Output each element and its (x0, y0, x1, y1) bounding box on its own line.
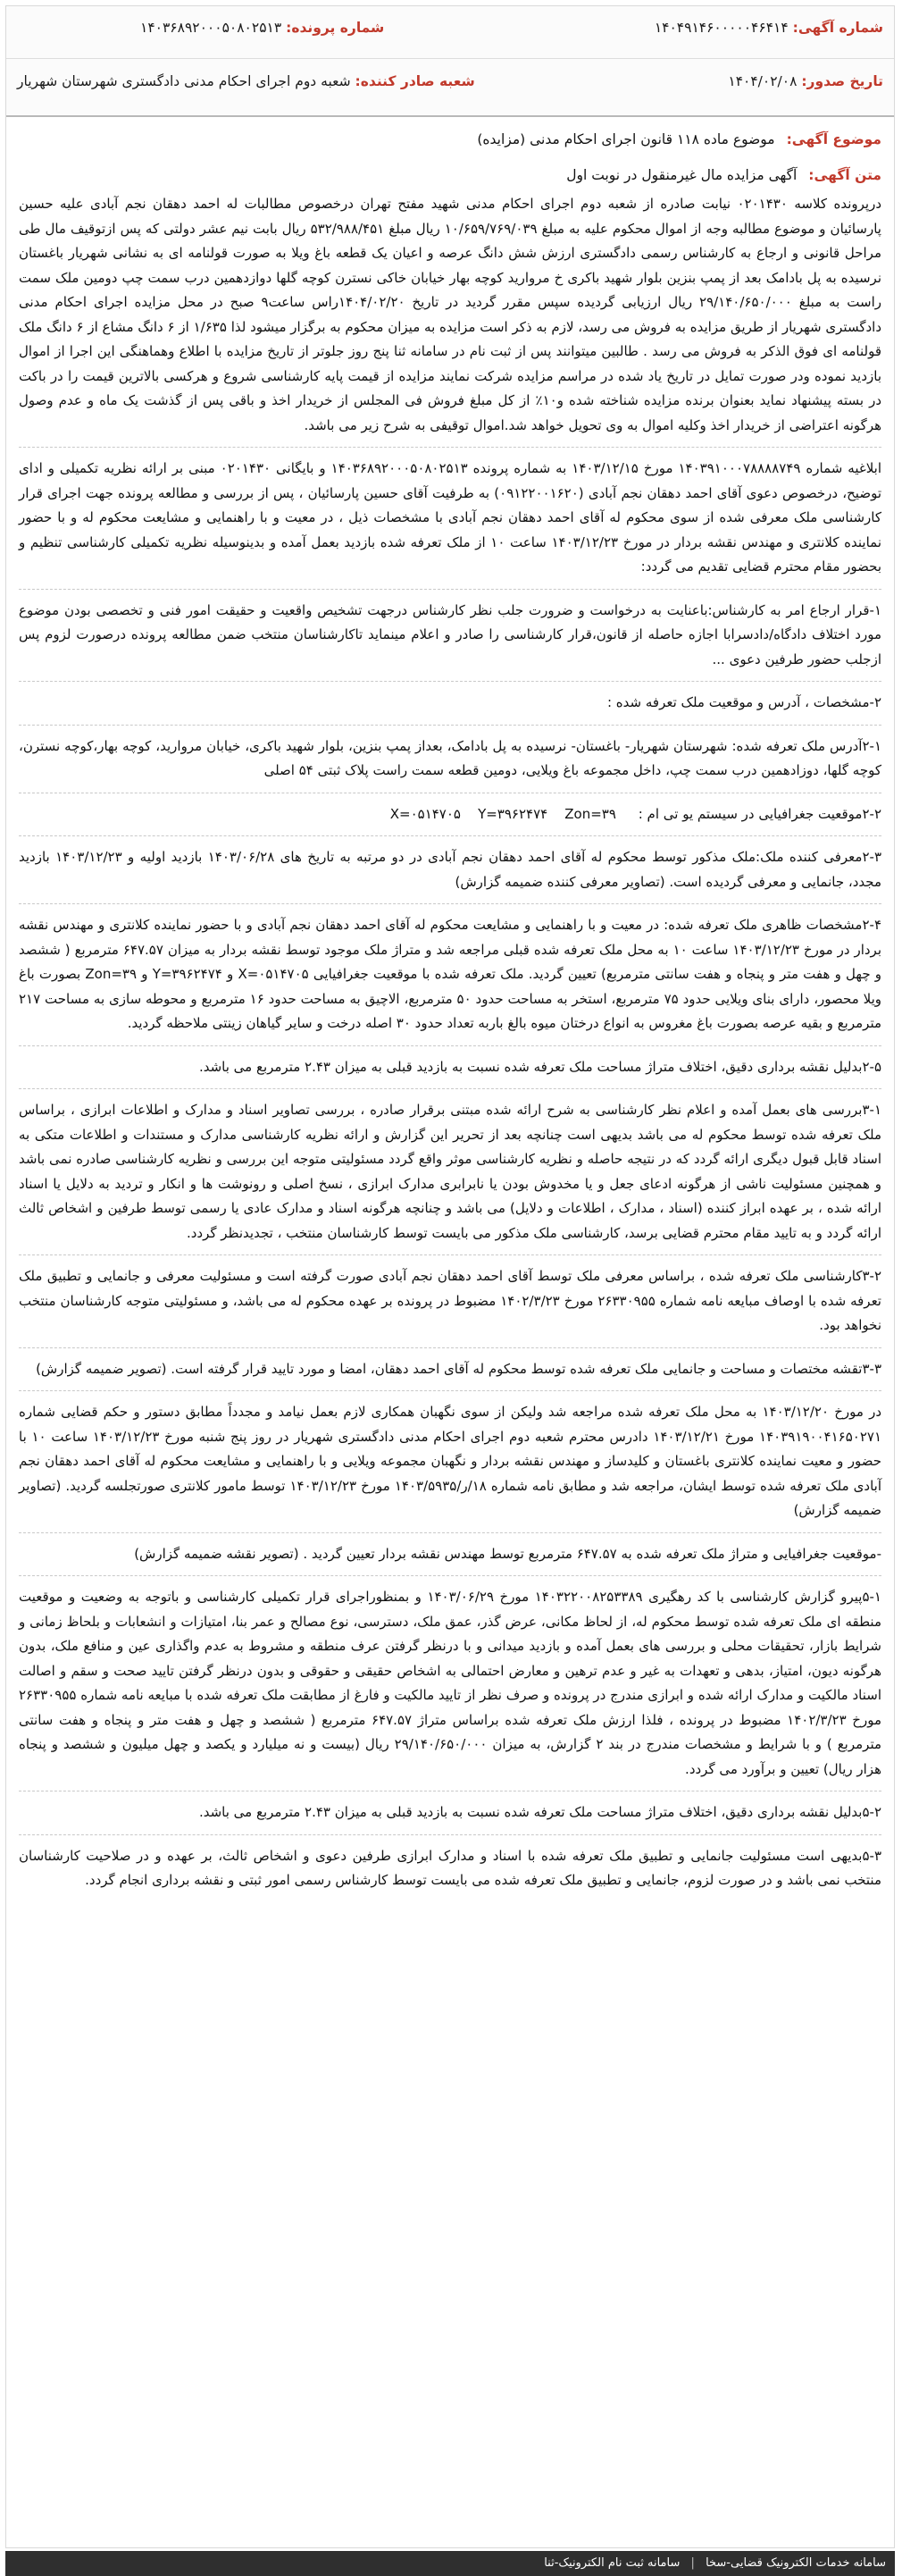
utm-zone: Zon=۳۹ (564, 805, 616, 822)
footer-link-sana[interactable]: سامانه ثبت نام الکترونیک-ثنا (544, 2556, 681, 2570)
paragraph-map: ۳-۳تقشه مختصات و مساحت و جانمایی ملک تعرفه شده توسط محکوم له آقای احمد دهقان، امضا و مورد تایید قرار گرفته است. (تصویر ضمیمه گزارش) (19, 1357, 881, 1392)
issue-date: تاریخ صدور: ۱۴۰۴/۰۲/۰۸ (728, 73, 883, 89)
paragraph-review: ۳-۱بررسی های بعمل آمده و اعلام نظر کارشناسی به شرح ارائه شده مبتنی برقرار صادره ، بررسی تصاویر اسناد و مدارک و اطلاعات ابرازی ، براساس ملک تعرفه شده توسط محکوم له می باشد بدیهی است چنانچه بعد از تحریر این گزارش و ارائه نظریه کارشناسی مدارک و مستندات و اطلاعات متکی به اسناد قابل قبول دیگری ارائه گردد که در نتیجه حاصله و نظریه کارشناسی موثر واقع گردد مسئولیتی متوجه این بررسی و نظریه کارشناسی صادره نمی باشد و همچنین مسئولیت ناشی از هرگونه ادعای جعل و یا مخدوش بودن یا نابرابری مدارک ابرازی ، نسخ اصلی و رونوشت ها و انکار و تردید به دلایل یا اسناد ارائه شده ، بر عهده ابراز کننده (اسناد ، مدارک ، اطلاعات و دلایل) می باشد و چنانچه هرگونه اسناد و مدارک عادی یا رسمی توسط طرفین و اشخاص ثالث ارائه گردد و به تایید مقام محترم قضایی برسد، کارشناسی ملک مذکور می بایست توسط کارشناسان منتخب ، تجدیدنظر گردد. (19, 1098, 881, 1255)
paragraph-property-address: ۲-۱آدرس ملک تعرفه شده: شهرستان شهریار- باغستان- نرسیده به پل بادامک، بعداز پمپ بنزین، بلوار شهید باکری، خیابان مروارید، کوچه بهار،کوچه نسترن، کوچه گلها، دوزادهمین درب سمت چپ، داخل مجموعه باغ ویلایی، دومین قطعه سمت راست پلاک ثبتی ۵۴ اصلی (19, 734, 881, 793)
notice-number: شماره آگهی: ۱۴۰۴۹۱۴۶۰۰۰۰۰۴۶۴۱۴ (654, 20, 883, 36)
notice-header (6, 6, 894, 117)
footer-bar: سامانه خدمات الکترونیک قضایی-سخا | سامانه ثبت نام الکترونیک-ثنا (5, 2551, 895, 2576)
utm-y: Y=۳۹۶۲۴۷۴ (478, 805, 548, 822)
notice-subject: موضوع آگهی: موضوع ماده ۱۱۸ قانون اجرای احکام مدنی (مزایده) (477, 131, 881, 147)
paragraph-visit: در مورخ ۱۴۰۳/۱۲/۲۰ به محل ملک تعرفه شده مراجعه شد ولیکن از سوی نگهبان همکاری لازم بعمل نیامد و مجدداً مطابق دستور و حکم قضایی شماره ۱۴۰۳۹۱۹۰۰۴۱۶۵۰۲۷۱ مورخ ۱۴۰۳/۱۲/۲۱ دادرس محترم شعبه دوم اجرای احکام مدنی دادگستری شهریار در روز پنج شنبه مورخ ۱۴۰۳/۱۲/۲۳ ساعت ۱۰ با حضور و معیت نماینده کلانتری باغستان و کلیدساز و مهندس نقشه بردار و نگهبان مجموعه ویلایی و با راهنمایی و مشایعت محکوم له آقای احمد دهقان نجم آبادی ملک تعرفه شده توسط ایشان، مراجعه شد و مطابق نامه شماره ۱۸/ر/۱۴۰۳/۵۹۳۵ مورخ ۱۴۰۳/۱۲/۲۳ توسط مامور کلانتری صورتجلسه گردید. (تصاویر ضمیمه گزارش) (19, 1400, 881, 1533)
issuing-branch: شعبه صادر کننده: شعبه دوم اجرای احکام مدنی دادگستری شهرستان شهریار (17, 73, 475, 89)
paragraph-area-difference-2: ۵-۲بدلیل نقشه برداری دقیق، اختلاف متراژ مساحت ملک تعرفه شده نسبت به بازدید قبلی به میزان ۲.۴۳ مترمربع می باشد. (19, 1800, 881, 1835)
header-divider (6, 58, 894, 59)
paragraph-auction: درپرونده کلاسه ۰۲۰۱۴۳۰ نیابت صادره از شعبه دوم اجرای احکام مدنی شهید مفتح تهران درخصوص مطالبات له احمد دهقان نجم آبادی علیه حسین پارسائیان و موضوع مطالبه وجه از اموال محکوم علیه به مبلغ ۱۰/۶۵۹/۷۶۹/۰۳۹ ریال مبلغ ۵۳۲/۹۸۸/۴۵۱ ریال بابت نیم عشر دولتی که پس ازتوقیف مال طی مراحل قانونی و ارجاع به کارشناس رسمی دادگستری ارزش شش دانگ عرصه و اعیان یک قطعه باغ ویلا به صورت قولنامه ای به نشانی شهریار باغستان نرسیده به پل بادامک بعد از پمپ بنزین بلوار شهید باکری خ مروارید کوچه بهار خیابان خاکی نسترن کوچه گلها دوازدهمین درب سمت چپ دومین ملک سمت راست به مبلغ ۲۹/۱۴۰/۶۵۰/۰۰۰ ریال ارزیابی گردیده سپس مقرر گردید در تاریخ ۱۴۰۴/۰۲/۲۰راس ساعت۹ صبح در محل مزایده اجرای احکام مدنی دادگستری شهریار از طریق مزایده به فروش می رسد، لازم به ذکر است مزایده به میزان محکوم به برگزار میشود لذا ۱/۶۳۵ از ۶ دانگ مشاع از ۶ دانگ ملک قولنامه ای فوق الذکر به فروش می رسد . طالبین میتوانند پس از ثبت نام در سامانه ثنا پنج روز جلوتر از تاریخ مزایده با اطلاع وهماهنگی این اجرا از اموال بازدید نموده ودر صورت تمایل در تاریخ یاد شده در مراسم مزایده شرکت نمایند مزایده از قیمت پایه کارشناسی شروع و هرکسی بالاترین قیمت را در باکت در بسته پیشنهاد نماید بعنوان برنده مزایده شناخته شده و۱۰٪ از کل مبلغ فروش فی المجلس از خریدار اخذ و باقی پس از گذشت یک ماه و عدم وصول هرگونه اعتراضی از خریدار اخذ وکلیه اموال به وی تحویل خواهد شد.اموال توقیفی به شرح زیر می باشد. (19, 192, 881, 448)
paragraph-appearance: ۲-۴مشخصات ظاهری ملک تعرفه شده: در معیت و با راهنمایی و مشایعت محکوم له آقای احمد دهقان نجم آبادی و با حضور نماینده کلانتری و مهندس نقشه بردار در مورخ ۱۴۰۳/۱۲/۲۳ ساعت ۱۰ به محل ملک تعرفه شده قبلی مراجعه شد و متراژ ملک موجود توسط نقشه بردار به میزان ۶۴۷.۵۷ مترمربع ( ششصد و چهل و هفت متر و پنجاه و هفت سانتی مترمربع) تعیین گردید. ملک تعرفه شده با موقعیت جغرافیایی X=۰۵۱۴۷۰۵ و Y=۳۹۶۲۴۷۴ و Zon=۳۹ بصورت باغ ویلا محصور، دارای بنای ویلایی حدود ۷۵ مترمربع، استخر به مساحت حدود ۵۰ مترمربع، الاچیق به مساحت حدود ۱۶ مترمربع و محوطه سازی به مساحت ۲۱۷ مترمربع و بقیه عرصه بصورت باغ مغروس به انواع درختان میوه بالغ باربه تعداد حدود ۳۰ اصله درخت و سایر گیاهان زینتی ملاحظه گردید. (19, 913, 881, 1046)
notice-body (6, 122, 894, 1902)
footer-link-sakha[interactable]: سامانه خدمات الکترونیک قضایی-سخا (706, 2556, 886, 2570)
notice-frame (5, 5, 895, 2548)
paragraph-valuation: ۵-۱پیرو گزارش کارشناسی با کد رهگیری ۱۴۰۳۲۲۰۰۸۲۵۳۳۸۹ مورخ ۱۴۰۳/۰۶/۲۹ و بمنظوراجرای قرار تکمیلی کارشناسی و باتوجه به وضعیت و موقعیت منطقه ای ملک تعرفه شده توسط محکوم له، از لحاظ مکانی، عرض گذر، عمق ملک، دسترسی، نوع مصالح و عمر بنا، امتیازات و انشعابات و بلحاظ زمانی و شرایط بازار، تحقیقات محلی و بررسی های بعمل آمده و بازدید میدانی و با درنظر گرفتن عرف منطقه و مشروط به عدم واگذاری عین و منافع ملک، بدون هرگونه دیون، امتیاز، بدهی و تعهدات به غیر و عدم ترهین و معارض احتمالی به اشخاص حقیقی و حقوقی و بدون درنظر گرفتن تایید صحت و سقم و اصالت اسناد مالکیت و مدارک ارائه شده و ابرازی مندرج در پرونده و صرف نظر از تایید مالکیت و فارغ از مطابقت ملک تعرفه شده با مبایعه نامه شماره ۲۶۳۳۰۹۵۵ مورخ ۱۴۰۲/۳/۲۳ مضبوط در پرونده ، فلذا ارزش ملک تعرفه شده براساس متراژ ۶۴۷.۵۷ مترمربع ( ششصد و چهل و هفت متر و پنجاه و هفت سانتی مترمربع ) و با شرایط و مشخصات مندرج در بند ۲ گزارش، به میزان ۲۹/۱۴۰/۶۵۰/۰۰۰ ریال (بیست و نه میلیارد و یکصد و چهل میلیون و ششصد و پنجاه هزار ریال) تعیین و برآورد می گردد. (19, 1585, 881, 1791)
paragraph-area-difference: ۲-۵بدلیل نقشه برداری دقیق، اختلاف متراژ مساحت ملک تعرفه شده نسبت به بازدید قبلی به میزان ۲.۴۳ مترمربع می باشد. (19, 1055, 881, 1090)
paragraph-disclaimer: ۵-۳بدیهی است مسئولیت جانمایی و تطبیق ملک تعرفه شده با اسناد و مدارک ابرازی طرفین دعوی و اشخاص ثالث، بر عهده و در صلاحیت کارشناسان منتخب نمی باشد و در صورت لزوم، جانمایی و تطبیق ملک تعرفه شده می بایست توسط کارشناس رسمی امور ثبتی و نقشه برداری انجام گردد. (19, 1847, 881, 1888)
paragraph-utm-location: ۲-۲موقعیت جغرافیایی در سیستم یو تی ام : X=۰۵۱۴۷۰۵ Y=۳۹۶۲۴۷۴ Zon=۳۹ (19, 802, 881, 837)
utm-x: X=۰۵۱۴۷۰۵ (389, 805, 461, 822)
notice-text-title: متن آگهی: آگهی مزایده مال غیرمنقول در نوبت اول (566, 167, 881, 183)
paragraph-responsibility: ۳-۲کارشناسی ملک تعرفه شده ، براساس معرفی ملک توسط آقای احمد دهقان نجم آبادی صورت گرفته است و مسئولیت معرفی و جانمایی و تطبیق ملک تعرفه شده با اوصاف مبایعه نامه شماره ۲۶۳۳۰۹۵۵ مورخ ۱۴۰۲/۳/۲۳ مضبوط در پرونده بر عهده محکوم له می باشد، و مسئولیتی متوجه کارشناسان منتخب نخواهد بود. (19, 1264, 881, 1348)
paragraph-expert-order: ۱-قرار ارجاع امر به کارشناس:باعنایت به درخواست و ضرورت جلب نظر کارشناس درجهت تشخیص واقعیت و حقیقت امور فنی و تخصصی بودن موضوع مورد اختلاف دادگاه/دادسرابا اجازه حاصله از قانون،قرار کارشناسی را صادر و اعلام مینماید تاکارشناسان منتخب ضمن مطالعه پرونده درصورت لزوم پس ازجلب حضور طرفین دعوی ... (19, 599, 881, 683)
paragraph-geo-position: -موقعیت جغرافیایی و متراژ ملک تعرفه شده به ۶۴۷.۵۷ مترمربع توسط مهندس نقشه بردار تعیین گردید . (تصویر نقشه ضمیمه گزارش) (19, 1542, 881, 1577)
case-number: شماره پرونده: ۱۴۰۳۶۸۹۲۰۰۰۵۰۸۰۲۵۱۳ (140, 20, 385, 36)
paragraph-introducer: ۲-۳معرفی کننده ملک:ملک مذکور توسط محکوم له آقای احمد دهقان نجم آبادی در دو مرتبه به تاریخ های ۱۴۰۳/۰۶/۲۸ بازدید اولیه و ۱۴۰۳/۱۲/۲۳ بازدید مجدد، جانمایی و معرفی گردیده است. (تصاویر معرفی کننده ضمیمه گزارش) (19, 845, 881, 904)
paragraph-property-specs: ۲-مشخصات ، آدرس و موقعیت ملک تعرفه شده : (19, 691, 881, 726)
paragraph-notification: ابلاغیه شماره ۱۴۰۳۹۱۰۰۰۷۸۸۸۸۷۴۹ مورخ ۱۴۰۳/۱۲/۱۵ به شماره پرونده ۱۴۰۳۶۸۹۲۰۰۰۵۰۸۰۲۵۱۳ و بایگانی ۰۲۰۱۴۳۰ مبنی بر ارائه نظریه تکمیلی و ادای توضیح، درخصوص دعوی آقای احمد دهقان نجم آبادی (۰۹۱۲۲۰۰۱۶۲۰) به طرفیت آقای حسین پارسائیان ، پس از بررسی و مطالعه پرونده جهت اجرای قرار کارشناسی ملک معرفی شده از سوی محکوم له آقای احمد دهقان نجم آبادی با مشخصات ذیل ، در معیت و با راهنمایی و مشایعت محکوم له و با حضور نماینده کلانتری و مهندس نقشه بردار در مورخ ۱۴۰۳/۱۲/۲۳ ساعت ۱۰ از ملک تعرفه شده بازدید بعمل آمده و بدینوسیله نظریه تکمیلی کارشناسی تنظیم و بحضور مقام محترم قضایی تقدیم می گردد: (19, 457, 881, 590)
